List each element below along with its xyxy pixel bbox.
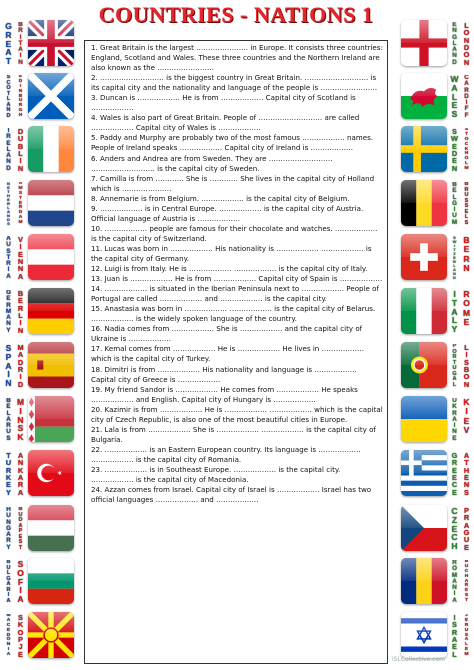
label-right-10b: P R A G U E (463, 507, 470, 551)
spain-flag-icon (28, 342, 74, 388)
question-1: 1. Great Britain is the largest …………………. in Europe. It consists three countries: England, Scotland and Wales. These three countries and the Northern Ireland are also known as the …………………… (91, 43, 383, 73)
label-left-5b: V I E N N A (17, 236, 24, 280)
question-2: 2. ……………………… is the biggest country in Great Britain. ……………………… is its capital city and the nationality and language of the people is …………………… (91, 73, 378, 93)
question-list (84, 40, 388, 664)
label-right-4b: B R U S S E L S (464, 182, 469, 226)
czech-flag-icon (401, 505, 447, 551)
label-right-9b: A T H E N S (463, 452, 470, 496)
label-right-6b: R O M E (462, 290, 471, 328)
label-left-10b: B U D A P E S T (18, 507, 23, 551)
uk-flag-icon (28, 20, 74, 66)
question-15: 15. Anastasia was born in ……………… ……………… is the capital city of Belarus. ……………… is the widely spoken language of the country. (91, 304, 376, 324)
label-left-9: T U R K E Y (5, 452, 12, 496)
label-left-8: B E L A R U S (6, 398, 11, 442)
label-left-1b: B R I T A I N (18, 22, 23, 66)
label-right-6: I T A L Y (451, 290, 458, 334)
label-right-11b: B U C H A R E S T (464, 560, 469, 604)
page-title: COUNTRIES - NATIONS 1 (98, 2, 374, 27)
label-left-11: B U L G A R I A (6, 560, 11, 604)
question-18: 18. Dimitri is from ……………… His nationality and language is ……………… Capital city of Greece is ……………… (91, 364, 357, 384)
question-16: 16. Nadia comes from ……………… She is ……………… and the capital city of Ukraine is ……………… (91, 324, 363, 344)
austria-flag-icon (28, 234, 74, 280)
israel-flag-icon (401, 612, 447, 658)
question-23: 23. ……………… is in Southeast Europe. ……………… is the capital city. ……………… is the capital city of Macedonia. (91, 464, 341, 485)
greece-flag-icon (401, 450, 447, 496)
question-11: 11. Lucas was born in ……………… His nationality is ……………… ……………… is the capital city of Germany. (91, 243, 372, 263)
label-right-2b: C A R D I F F (464, 75, 469, 119)
question-4: 4. Wales is also part of Great Britain. People of ……………………… are called ……………… Capital city of Wales is ……………… (91, 113, 360, 133)
label-right-10: C Z E C H (451, 507, 458, 551)
belgium-flag-icon (401, 180, 447, 226)
label-left-12b: S K O P J E (17, 614, 24, 658)
label-right-8b: K I E V (463, 398, 470, 436)
label-left-2b: E D I N B U R G H (18, 75, 23, 119)
label-right-8: U K R A I N E (452, 398, 457, 442)
label-left-2: S C O T L A N D (6, 75, 11, 119)
label-left-6b: B E R L I N (17, 290, 24, 334)
label-left-11b: S O F I A (17, 560, 24, 604)
label-right-4: B E L G I U M (451, 182, 458, 226)
turkey-flag-icon (28, 450, 74, 496)
label-right-1: E N G L A N D (452, 22, 457, 66)
belarus-flag-icon (28, 396, 74, 442)
question-6: 6. Anders and Andrea are from Sweden. They are ……………………… ……………………… is the capital city of Sweden. (91, 153, 333, 173)
label-left-4: N E T H E R L A N D S (7, 182, 10, 226)
ireland-flag-icon (28, 126, 74, 172)
label-left-1: G R E A T (5, 22, 12, 66)
label-right-7b: L I S B O N (463, 344, 470, 388)
romania-flag-icon (401, 558, 447, 604)
question-24: 24. Azzan comes from Israel. Capital city of Israel is ……………… Israel has two official languages ……………… and ……………… (91, 485, 372, 505)
question-14: 14. ……………… is situated in the Iberian Peninsula next to ……………… People of Portugal are called ……………… and ……………… is the capital city. (91, 284, 379, 304)
question-10: 10. ……………… people are famous for their chocolate and watches. ……………… is the capital city of Switzerland. (91, 223, 378, 243)
label-left-9b: A N K A R A (17, 452, 24, 496)
label-right-3b: S T O C K H O L M (464, 128, 469, 172)
hungary-flag-icon (28, 505, 74, 551)
label-left-7b: M A D R I D (17, 344, 24, 388)
label-left-4b: A M S T E R D A M (18, 182, 23, 226)
label-left-12: M A C E D O N I A (6, 614, 11, 658)
question-8: 8. Annemarie is from Belgium. ……………… is the capital city of Belgium. (91, 193, 350, 203)
wales-flag-icon (401, 73, 447, 119)
italy-flag-icon (401, 288, 447, 334)
label-right-5b: B E R N (463, 236, 470, 274)
question-3: 3. Duncan is ……………… He is from ……………… Capital city of Scotland is ……………… (91, 93, 356, 113)
question-19: 19. My friend Sandor is ……………… He comes from ……………… He speaks ……………… and English. Capital city of Hungary is ……………… (91, 384, 358, 404)
germany-flag-icon (28, 288, 74, 334)
bulgaria-flag-icon (28, 558, 74, 604)
label-right-9: G R E E C E (451, 452, 458, 496)
label-left-10: H U N G A R Y (6, 507, 11, 551)
label-left-6: G E R M A N Y (5, 290, 12, 334)
watermark: iSLCollective.com (392, 656, 445, 663)
label-right-12b: J E R U S A L E M (464, 614, 469, 658)
label-left-3: I R E L A N D (6, 128, 11, 172)
ukraine-flag-icon (401, 396, 447, 442)
netherlands-flag-icon (28, 180, 74, 226)
scotland-flag-icon (28, 73, 74, 119)
label-right-1b: L O N D O N (463, 22, 470, 66)
label-right-7: P O R T U G A L (452, 344, 457, 388)
portugal-flag-icon (401, 342, 447, 388)
question-5: 5. Paddy and Murphy are probably two of the most famous ……………… names. People of Ireland speaks ……………… Capital city of Ireland is ……………… (91, 133, 374, 153)
label-right-5: S W I T Z E R L A N D (452, 236, 457, 280)
label-left-8b: M I N S K (16, 398, 25, 442)
label-right-2: W A L E S (450, 75, 459, 119)
switzerland-flag-icon (401, 234, 447, 280)
label-left-5: A U S T R I A (6, 236, 11, 280)
question-20: 20. Kazimir is from ……………… He is ……………… ……………… which is the capital city of Czech Republic, is also one of the most beautiful cities in Europe. (91, 404, 383, 424)
question-7: 7. Camilla is from ………… She is ………… She lives in the capital city of Holland which is ………………… (91, 173, 375, 193)
label-right-12: I S R A E L (451, 614, 458, 658)
label-right-3: S W E D E N (451, 128, 458, 172)
england-flag-icon (401, 20, 447, 66)
question-21: 21. Lala is from ……………… She is ……………… ……………… is the capital city of Bulgaria. (91, 424, 376, 444)
sweden-flag-icon (401, 126, 447, 172)
question-9: 9. ……………… is in Central Europe. ……………… is the capital city of Austria. Official language of Austria is ……………… (91, 203, 364, 223)
label-left-3b: D U B L I N (17, 128, 24, 172)
question-13: 13. Juan is ……………… He is from ……………… Capital city of Spain is ……………… (91, 274, 383, 284)
question-22: 22. ……………… is an Eastern European country. Its language is ……………… ……………… is the capital city of Romania. (91, 444, 361, 464)
question-17: 17. Kemal comes from ……………… He is ……………… He lives in ……………… which is the capital city of Turkey. (91, 344, 365, 364)
label-left-7: S P A I N (5, 344, 12, 388)
question-12: 12. Luigi is from Italy. He is ……………… ……………… is the capital city of Italy. (91, 264, 368, 274)
label-right-11: R O M A N I A (451, 560, 458, 604)
macedonia-flag-icon (28, 612, 74, 658)
